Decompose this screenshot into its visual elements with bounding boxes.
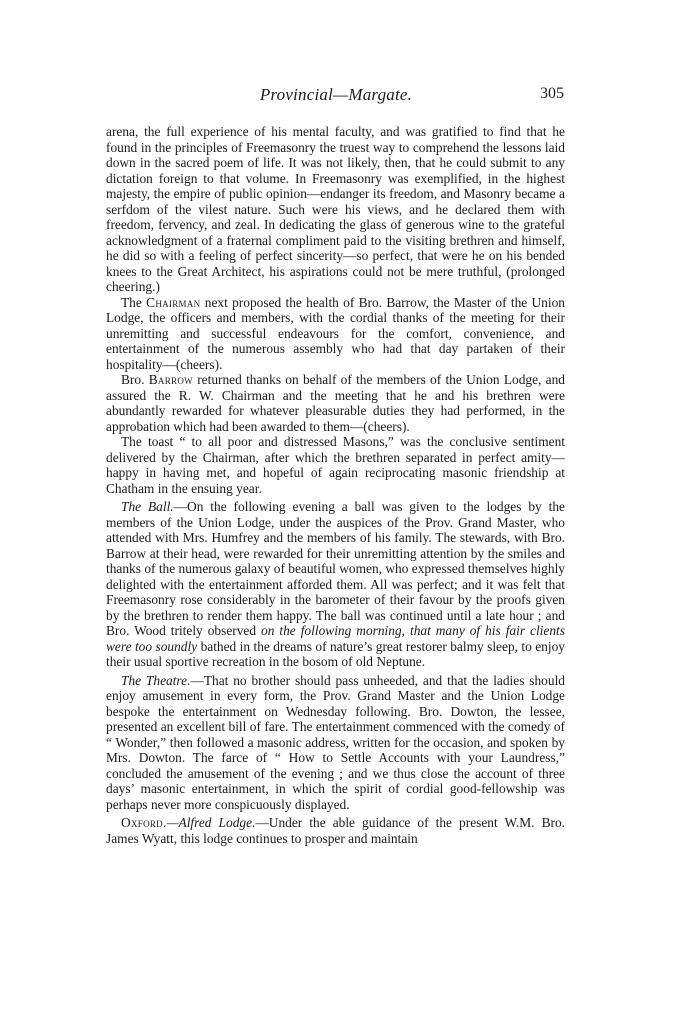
section-heading: The Ball. (121, 499, 174, 514)
speaker-name: Chairman (146, 294, 201, 310)
paragraph-oxford (106, 815, 565, 846)
paragraph-chairman-toast (106, 295, 565, 373)
place-heading: Oxford. (121, 815, 167, 830)
lodge-name: —Alfred Lodge. (166, 815, 256, 830)
paragraph-lead: The (121, 294, 142, 310)
paragraph-text: —That no brother should pass unheeded, and that the ladies should enjoy amusement in every form, the Prov. Grand Master and the Union Lodge bespoke the entertainment on Wednesday following. Bro. Dowton, the lessee, presented an excellent bill of fare. The entertainment commenced with the comedy of “ Wonder,” then followed a masonic address, written for the occasion, and spoken by Mrs. Dowton. The farce of “ How to Settle Accounts with your Laundress,” concluded the amusement of the evening ; and we thus close the account of three days’ masonic entertainment, in which the spirit of cordial good-fellowship was perhaps never more conspicuously displayed. (106, 672, 565, 812)
running-title: Provincial—Margate. (259, 85, 413, 104)
paragraph-text: next proposed the health of Bro. Barrow, the Master of the Union Lodge, the officers and members, with the cordial thanks of the meeting for their unremitting and successful endeavours for the comfort, convenience, and entertainment of the numerous assembly who had that day partaken of their hospitality—(cheers). (106, 294, 565, 372)
paragraph-final-toast (106, 434, 565, 496)
body-text (106, 124, 565, 846)
paragraph-speech-conclusion (106, 124, 565, 295)
paragraph-the-ball (106, 499, 565, 670)
running-head (106, 85, 566, 107)
paragraph-lead: Bro. (121, 372, 145, 387)
paragraph-the-theatre (106, 673, 565, 813)
speaker-name: Barrow (148, 372, 193, 387)
paragraph-text: —Under the able guidance of the present W.M. Bro. James Wyatt, this lodge continues to prosper and maintain (106, 815, 566, 846)
paragraph-barrow-reply (106, 372, 565, 434)
page-number: 305 (540, 85, 564, 102)
paragraph-text: arena, the full experience of his mental faculty, and was gratified to find that he found in the principles of Freemasonry the truest way to comprehend the lessons laid down in the sacred poem of life. It was not likely, then, that he could submit to any dictation foreign to that volume. In Freemasonry was exemplified, in the highest majesty, the empire of public opinion—endanger its freedom, and Masonry became a serfdom of the vilest nature. Such were his views, and he declared them with freedom, fervency, and zeal. In dedicating the glass of generous wine to the grateful acknowledgment of a fraternal compliment paid to the visiting brethren and himself, he did so with a feeling of perfect sincerity—so perfect, that were he on his bended knees to the Great Architect, his aspirations could not be mere truthful, (prolonged cheering.) (106, 124, 565, 294)
paragraph-text: —On the following evening a ball was given to the lodges by the members of the Union Lodge, under the auspices of the Prov. Grand Master, who attended with Mrs. Humfrey and the members of his family. The stewards, with Bro. Barrow at their head, were rewarded for their unremitting attention by the smiles and thanks of the numerous galaxy of beautiful women, who expressed themselves highly delighted with the entertainment afforded them. All was perfect; and it was felt that Freemasonry rose considerably in the barometer of their favour by the proofs given by the brethren to render them happy. The ball was continued until a late hour ; and Bro. Wood tritely observed (106, 499, 565, 638)
paragraph-text: returned thanks on behalf of the members of the Union Lodge, and assured the R. W. Chairman and the meeting that he and his brethren were abundantly rewarded for whatever pleasurable duties they had performed, in the approbation which had been awarded to them—(cheers). (106, 372, 565, 434)
section-heading: The Theatre. (121, 672, 191, 688)
paragraph-text-tail: bathed in the dreams of nature’s great restorer balmy sleep, to enjoy their usual sportive recreation in the bosom of old Neptune. (106, 638, 565, 669)
paragraph-italic-text: on the following morning, that many of his fair clients were too soundly (106, 623, 565, 654)
paragraph-text: The toast “ to all poor and distressed Masons,” was the conclusive sentiment delivered by the Chairman, after which the brethren separated in perfect amity—happy in having met, and hopeful of again reciprocating masonic friendship at Chatham in the ensuing year. (106, 434, 565, 496)
